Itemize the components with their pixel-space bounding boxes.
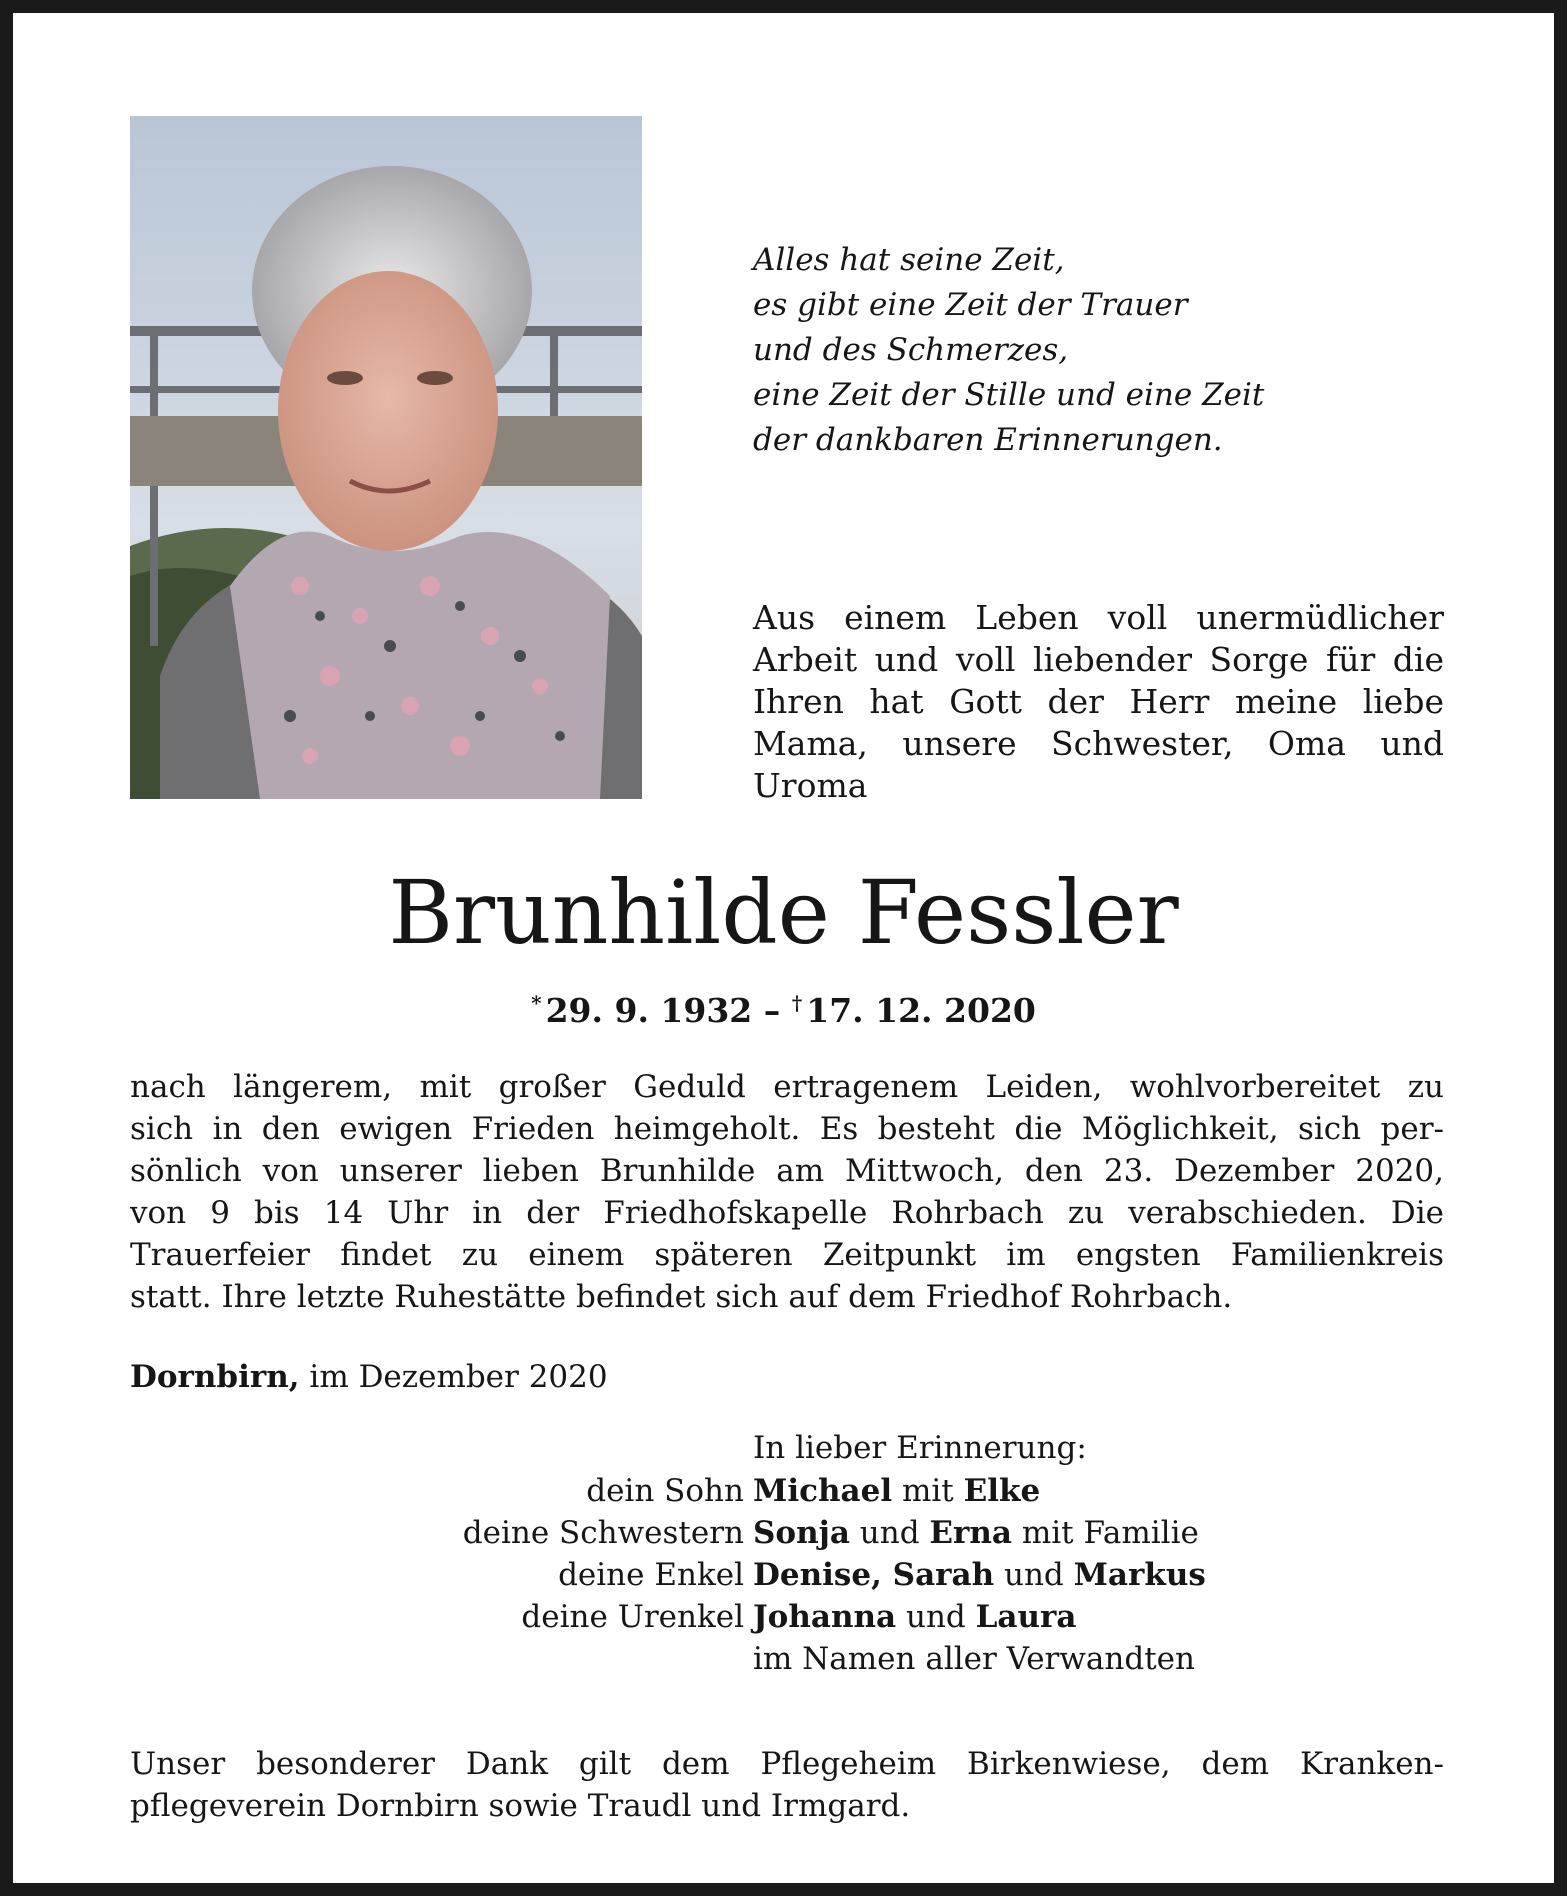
family-relation: deine Enkel	[558, 1557, 744, 1593]
death-symbol: †	[791, 991, 803, 1015]
intro-line: Mama, unsere Schwester, Oma und	[753, 724, 1444, 763]
family-connector: und	[994, 1557, 1074, 1593]
intro-line: Aus einem Leben voll unermüdlicher	[753, 598, 1444, 637]
family-connector: und	[896, 1599, 976, 1635]
portrait-photo	[130, 116, 642, 799]
poem-line: es gibt eine Zeit der Trauer	[753, 287, 1188, 323]
poem-line: Alles hat seine Zeit,	[753, 242, 1065, 278]
deceased-name: Brunhilde Fessler	[388, 861, 1179, 964]
family-relation: deine Schwestern	[462, 1515, 744, 1551]
body-line: nach längerem, mit großer Geduld ertragenem Leiden, wohlvorbereitet zu	[130, 1069, 1444, 1105]
family-member-name: Erna	[929, 1515, 1012, 1551]
place-date	[130, 1356, 608, 1398]
family-member-name: Elke	[963, 1473, 1041, 1509]
thanks-paragraph	[130, 1743, 1444, 1827]
family-row	[13, 1512, 1554, 1554]
poem-line: eine Zeit der Stille und eine Zeit	[753, 377, 1265, 413]
family-connector: im Namen aller Verwandten	[753, 1641, 1195, 1677]
intro-line: Ihren hat Gott der Herr meine liebe	[753, 682, 1444, 721]
family-names	[753, 1554, 1206, 1596]
family-relation: dein Sohn	[586, 1473, 744, 1509]
family-row	[13, 1638, 1554, 1680]
family-names	[753, 1596, 1076, 1638]
obituary-page	[13, 13, 1554, 1883]
family-names	[753, 1512, 1199, 1554]
body-line: sich in den ewigen Frieden heimgeholt. Es besteht die Möglichkeit, sich per-	[130, 1111, 1444, 1147]
poem	[753, 238, 1453, 463]
poem-line: der dankbaren Erinnerungen.	[753, 422, 1223, 458]
intro-paragraph	[753, 597, 1444, 807]
place-date-text: im Dezember 2020	[299, 1359, 608, 1395]
thanks-line: Unser besonderer Dank gilt dem Pflegeheim Birkenwiese, dem Kranken-	[130, 1746, 1444, 1782]
birth-date: 29. 9. 1932	[545, 991, 753, 1030]
family-names	[753, 1470, 1040, 1512]
family-member-name: Sonja	[753, 1515, 850, 1551]
family-connector: und	[849, 1515, 930, 1551]
thanks-line: pflegeverein Dornbirn sowie Traudl und Irmgard.	[130, 1788, 911, 1824]
body-line: sönlich von unserer lieben Brunhilde am Mittwoch, den 23. Dezember 2020,	[130, 1153, 1444, 1189]
body-line: Trauerfeier findet zu einem späteren Zeitpunkt im engsten Familienkreis	[130, 1237, 1444, 1273]
family-connector: mit Familie	[1011, 1515, 1199, 1551]
family-member-name: Johanna	[753, 1599, 897, 1635]
family-row	[13, 1554, 1554, 1596]
family-member-name: Michael	[753, 1473, 893, 1509]
body-line: statt. Ihre letzte Ruhestätte befindet sich auf dem Friedhof Rohrbach.	[130, 1279, 1233, 1315]
death-date: 17. 12. 2020	[806, 991, 1036, 1030]
date-dash: –	[763, 991, 781, 1030]
family-row	[13, 1470, 1554, 1512]
family-member-name: Denise, Sarah	[753, 1557, 995, 1593]
intro-line: Uroma	[753, 766, 868, 805]
place-city: Dornbirn,	[130, 1359, 300, 1395]
poem-line: und des Schmerzes,	[753, 332, 1069, 368]
family-connector: mit	[892, 1473, 964, 1509]
intro-line: Arbeit und voll liebender Sorge für die	[753, 640, 1444, 679]
family-relation: deine Urenkel	[521, 1599, 744, 1635]
family-member-name: Laura	[975, 1599, 1077, 1635]
family-member-name: Markus	[1073, 1557, 1206, 1593]
family-row	[13, 1596, 1554, 1638]
body-paragraph	[130, 1066, 1444, 1318]
life-dates	[13, 981, 1554, 1033]
body-line: von 9 bis 14 Uhr in der Friedhofskapelle Rohrbach zu verabschieden. Die	[130, 1195, 1444, 1231]
birth-symbol: *	[531, 991, 542, 1015]
memory-heading: In lieber Erinnerung:	[753, 1430, 1087, 1466]
family-names	[753, 1638, 1195, 1680]
